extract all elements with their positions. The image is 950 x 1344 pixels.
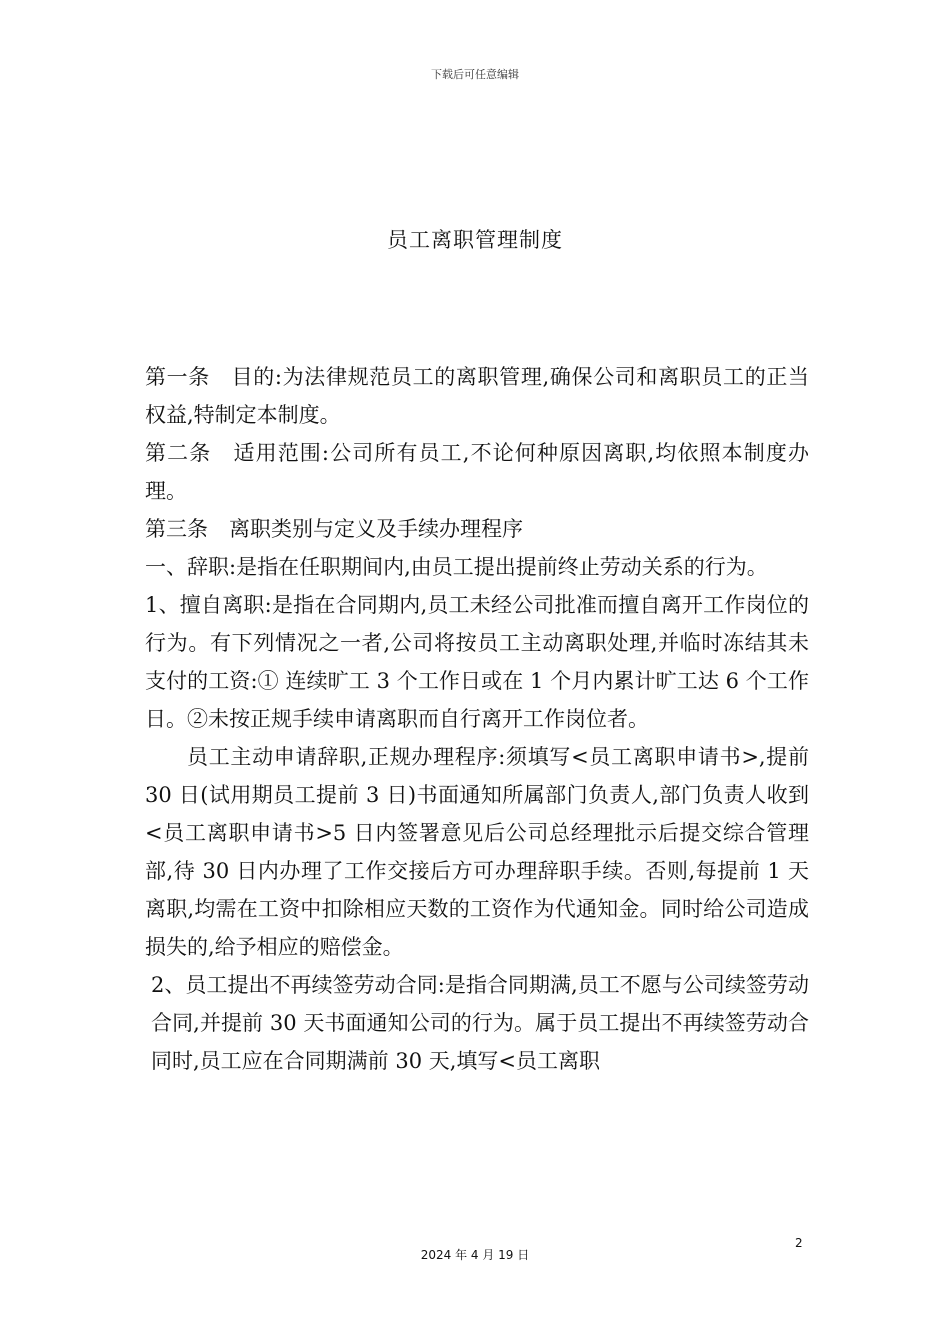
item-2-contract-non-renewal: 2、员工提出不再续签劳动合同:是指合同期满,员工不愿与公司续签劳动合同,并提前 30 天书面通知公司的行为。属于员工提出不再续签劳动合同时,员工应在合同期满前 30 天,填写<员工离职 [151, 973, 809, 1073]
article-3-heading: 第三条 离职类别与定义及手续办理程序 [145, 517, 523, 541]
article-2-scope: 第二条 适用范围:公司所有员工,不论何种原因离职,均依照本制度办理。 [145, 441, 809, 503]
page-header-note: 下载后可任意编辑 [431, 68, 519, 81]
page-number: 2 [795, 1236, 803, 1250]
document-title: 员工离职管理制度 [387, 228, 563, 252]
resignation-procedure-paragraph: 员工主动申请辞职,正规办理程序:须填写<员工离职申请书>,提前 30 日(试用期员工提前 3 日)书面通知所属部门负责人,部门负责人收到<员工离职申请书>5 日内签署意见后公司总经理批示后提交综合管理部,待 30 日内办理了工作交接后方可办理辞职手续。否则,每提前 1 天离职,均需在工资中扣除相应天数的工资作为代通知金。同时给公司造成损失的,给予相应的赔偿金。 [145, 745, 809, 959]
document-body [145, 358, 809, 1080]
footer-date: 2024 年 4 月 19 日 [420, 1248, 530, 1262]
item-1-unauthorized-leave: 1、擅自离职:是指在合同期内,员工未经公司批准而擅自离开工作岗位的行为。有下列情况之一者,公司将按员工主动离职处理,并临时冻结其未支付的工资:① 连续旷工 3 个工作日或在 1 个月内累计旷工达 6 个工作日。②未按正规手续申请离职而自行离开工作岗位者。 [145, 593, 809, 731]
article-1-purpose: 第一条 目的:为法律规范员工的离职管理,确保公司和离职员工的正当权益,特制定本制度。 [145, 365, 809, 427]
section-resignation-definition: 一、辞职:是指在任职期间内,由员工提出提前终止劳动关系的行为。 [145, 555, 768, 579]
